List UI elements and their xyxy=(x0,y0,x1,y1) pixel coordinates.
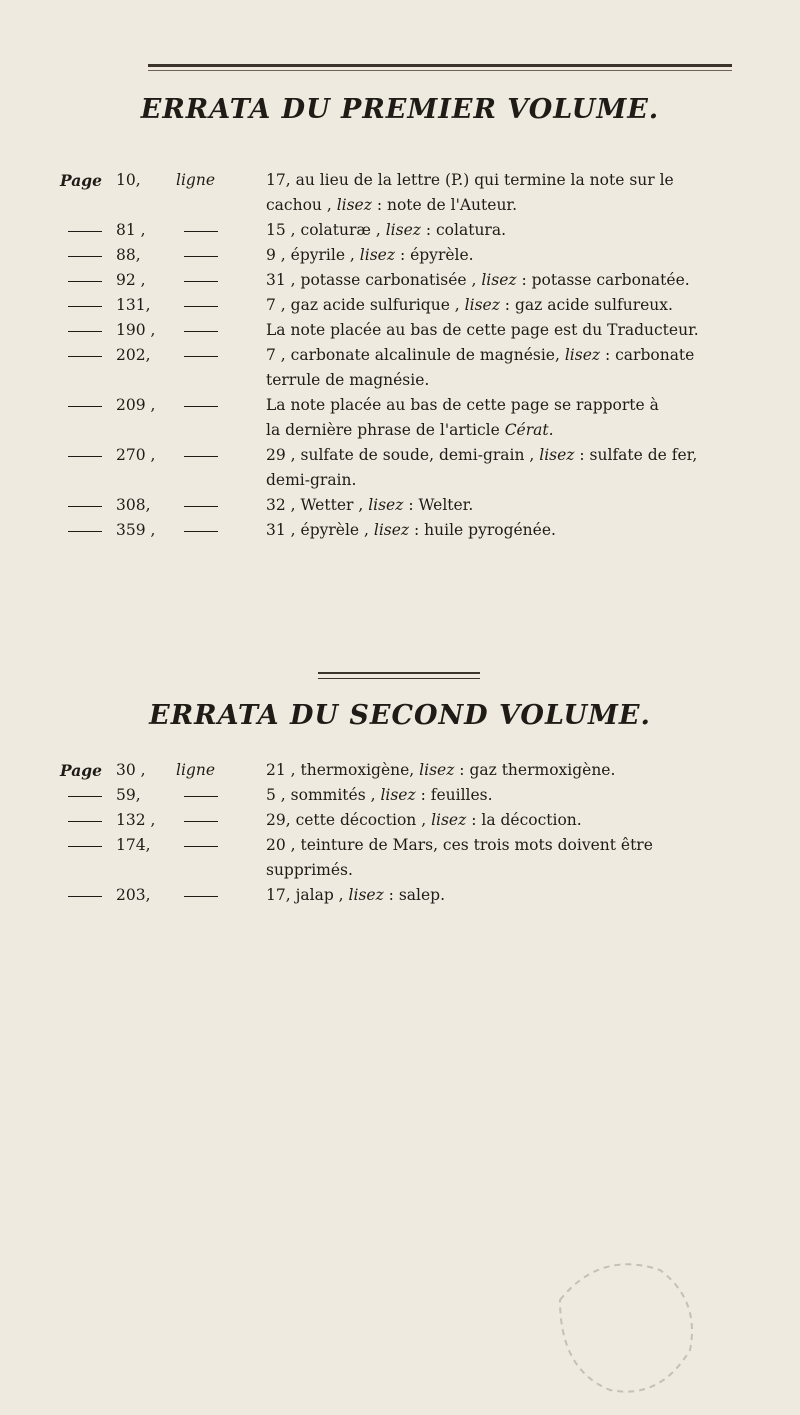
page-number: 203, xyxy=(116,886,151,904)
library-stamp-mark xyxy=(520,1240,720,1410)
line-number: 29, xyxy=(266,811,296,829)
errata-entry xyxy=(60,883,780,908)
italic-word: lisez xyxy=(481,271,517,289)
ditto-dash xyxy=(184,796,218,797)
errata-text: épyrile , lisez : épyrèle. xyxy=(290,246,474,264)
ditto-dash xyxy=(68,506,102,507)
page-number: 59, xyxy=(116,786,141,804)
line-ref xyxy=(176,393,266,418)
ligne-label: ligne xyxy=(176,761,215,779)
errata-text: carbonate alcalinule de magnésie, lisez : carbonate xyxy=(290,346,695,364)
ditto-dash xyxy=(184,896,218,897)
page-ref xyxy=(60,243,176,268)
page-number: 209 , xyxy=(116,396,156,414)
page-number: 131, xyxy=(116,296,151,314)
page-ref xyxy=(60,218,176,243)
ditto-dash xyxy=(68,256,102,257)
second-volume-errata-list xyxy=(60,758,780,908)
page-ref xyxy=(60,318,176,343)
line-ref xyxy=(176,168,266,193)
ditto-dash xyxy=(184,456,218,457)
errata-entry xyxy=(60,268,780,293)
errata-entry xyxy=(60,493,780,518)
page-number: 308, xyxy=(116,496,151,514)
page-number: 30 , xyxy=(116,761,146,779)
ligne-label: ligne xyxy=(176,171,215,189)
line-number: 9 , xyxy=(266,246,291,264)
page-ref xyxy=(60,783,176,808)
errata-text: demi-grain. xyxy=(266,471,357,489)
errata-entry xyxy=(60,318,780,343)
errata-text: sulfate de soude, demi-grain , lisez : sulfate de fer, xyxy=(300,446,698,464)
errata-text: La note placée au bas de cette page se rapporte à xyxy=(266,396,659,414)
page-number: 359 , xyxy=(116,521,156,539)
line-ref xyxy=(176,218,266,243)
first-volume-title: ERRATA DU PREMIER VOLUME. xyxy=(140,94,660,125)
line-number: 32 , xyxy=(266,496,301,514)
page-label: Page xyxy=(60,171,102,190)
errata-entry xyxy=(60,243,780,268)
page-number: 270 , xyxy=(116,446,156,464)
errata-text: supprimés. xyxy=(266,861,353,879)
errata-text: Wetter , lisez : Welter. xyxy=(300,496,474,514)
errata-text: cette décoction , lisez : la décoction. xyxy=(295,811,582,829)
errata-text: la dernière phrase de l'article Cérat. xyxy=(266,421,554,439)
errata-entry xyxy=(60,758,780,783)
errata-text: jalap , lisez : salep. xyxy=(295,886,446,904)
ditto-dash xyxy=(184,406,218,407)
line-number: 31 , xyxy=(266,271,301,289)
errata-entry xyxy=(60,518,780,543)
errata-text: cachou , lisez : note de l'Auteur. xyxy=(266,196,518,214)
line-ref xyxy=(176,243,266,268)
italic-word: lisez xyxy=(368,496,404,514)
ditto-dash xyxy=(68,846,102,847)
ditto-dash xyxy=(184,331,218,332)
ditto-dash xyxy=(184,846,218,847)
line-number: 17, xyxy=(266,171,296,189)
line-ref xyxy=(176,343,266,368)
errata-text: teinture de Mars, ces trois mots doivent être xyxy=(300,836,653,854)
errata-entry xyxy=(60,293,780,318)
italic-word: Cérat. xyxy=(504,421,554,439)
line-ref xyxy=(176,443,266,468)
ditto-dash xyxy=(68,531,102,532)
italic-word: lisez xyxy=(348,886,384,904)
errata-text: La note placée au bas de cette page est du Traducteur. xyxy=(266,321,699,339)
page-number: 10, xyxy=(116,171,141,189)
line-number: 31 , xyxy=(266,521,301,539)
ditto-dash xyxy=(68,821,102,822)
italic-word: lisez xyxy=(419,761,455,779)
errata-entry xyxy=(60,443,780,493)
errata-entry xyxy=(60,168,780,218)
top-rule-thin xyxy=(148,70,732,71)
line-ref xyxy=(176,518,266,543)
page-ref xyxy=(60,808,176,833)
line-number: 15 , xyxy=(266,221,301,239)
ditto-dash xyxy=(68,306,102,307)
ditto-dash xyxy=(68,331,102,332)
ditto-dash xyxy=(68,356,102,357)
page-number: 132 , xyxy=(116,811,156,829)
line-number: 29 , xyxy=(266,446,301,464)
errata-entry xyxy=(60,393,780,443)
line-ref xyxy=(176,808,266,833)
second-volume-title: ERRATA DU SECOND VOLUME. xyxy=(149,700,651,731)
italic-word: lisez xyxy=(380,786,416,804)
italic-word: lisez xyxy=(564,346,601,364)
line-ref xyxy=(176,318,266,343)
italic-word: lisez xyxy=(336,196,372,214)
line-number: 21 , xyxy=(266,761,301,779)
ditto-dash xyxy=(68,231,102,232)
errata-text: potasse carbonatisée , lisez : potasse carbonatée. xyxy=(300,271,690,289)
line-ref xyxy=(176,268,266,293)
errata-text: épyrèle , lisez : huile pyrogénée. xyxy=(300,521,556,539)
errata-text: thermoxigène, lisez : gaz thermoxigène. xyxy=(300,761,616,779)
page-label: Page xyxy=(60,761,102,780)
italic-word: lisez xyxy=(373,521,410,539)
page-ref xyxy=(60,493,176,518)
page-number: 81 , xyxy=(116,221,146,239)
page-ref xyxy=(60,758,176,784)
section-divider-thin xyxy=(318,678,480,679)
page-ref xyxy=(60,833,176,858)
page-ref xyxy=(60,168,176,194)
errata-entry xyxy=(60,833,780,883)
page-number: 202, xyxy=(116,346,151,364)
ditto-dash xyxy=(184,306,218,307)
page-number: 174, xyxy=(116,836,151,854)
italic-word: lisez xyxy=(539,446,575,464)
errata-text: terrule de magnésie. xyxy=(266,371,430,389)
ditto-dash xyxy=(68,896,102,897)
ditto-dash xyxy=(184,356,218,357)
page-number: 190 , xyxy=(116,321,156,339)
italic-word: lisez xyxy=(359,246,396,264)
line-number: 7 , xyxy=(266,346,291,364)
italic-word: lisez xyxy=(431,811,467,829)
ditto-dash xyxy=(184,256,218,257)
errata-text: gaz acide sulfurique , lisez : gaz acide sulfureux. xyxy=(290,296,673,314)
ditto-dash xyxy=(68,281,102,282)
page-ref xyxy=(60,293,176,318)
ditto-dash xyxy=(184,281,218,282)
errata-text: colaturæ , lisez : colatura. xyxy=(300,221,506,239)
line-ref xyxy=(176,833,266,858)
page-ref xyxy=(60,518,176,543)
errata-entry xyxy=(60,783,780,808)
ditto-dash xyxy=(68,796,102,797)
top-rule xyxy=(148,64,732,67)
line-ref xyxy=(176,493,266,518)
errata-entry xyxy=(60,343,780,393)
page-ref xyxy=(60,883,176,908)
page-ref xyxy=(60,443,176,468)
page-number: 88, xyxy=(116,246,141,264)
page-ref xyxy=(60,393,176,418)
ditto-dash xyxy=(184,231,218,232)
first-volume-errata-list xyxy=(60,168,780,543)
ditto-dash xyxy=(68,406,102,407)
errata-text: au lieu de la lettre (P.) qui termine la note sur le xyxy=(295,171,674,189)
line-ref xyxy=(176,293,266,318)
italic-word: lisez xyxy=(464,296,500,314)
errata-entry xyxy=(60,808,780,833)
line-number: 17, xyxy=(266,886,296,904)
line-ref xyxy=(176,883,266,908)
errata-entry xyxy=(60,218,780,243)
ditto-dash xyxy=(184,506,218,507)
errata-text: sommités , lisez : feuilles. xyxy=(290,786,493,804)
line-number: 5 , xyxy=(266,786,291,804)
ditto-dash xyxy=(184,531,218,532)
line-ref xyxy=(176,758,266,783)
ditto-dash xyxy=(184,821,218,822)
page-number: 92 , xyxy=(116,271,146,289)
section-divider xyxy=(318,672,480,674)
line-ref xyxy=(176,783,266,808)
page-ref xyxy=(60,268,176,293)
line-number: 20 , xyxy=(266,836,301,854)
ditto-dash xyxy=(68,456,102,457)
page-ref xyxy=(60,343,176,368)
line-number: 7 , xyxy=(266,296,291,314)
italic-word: lisez xyxy=(385,221,421,239)
